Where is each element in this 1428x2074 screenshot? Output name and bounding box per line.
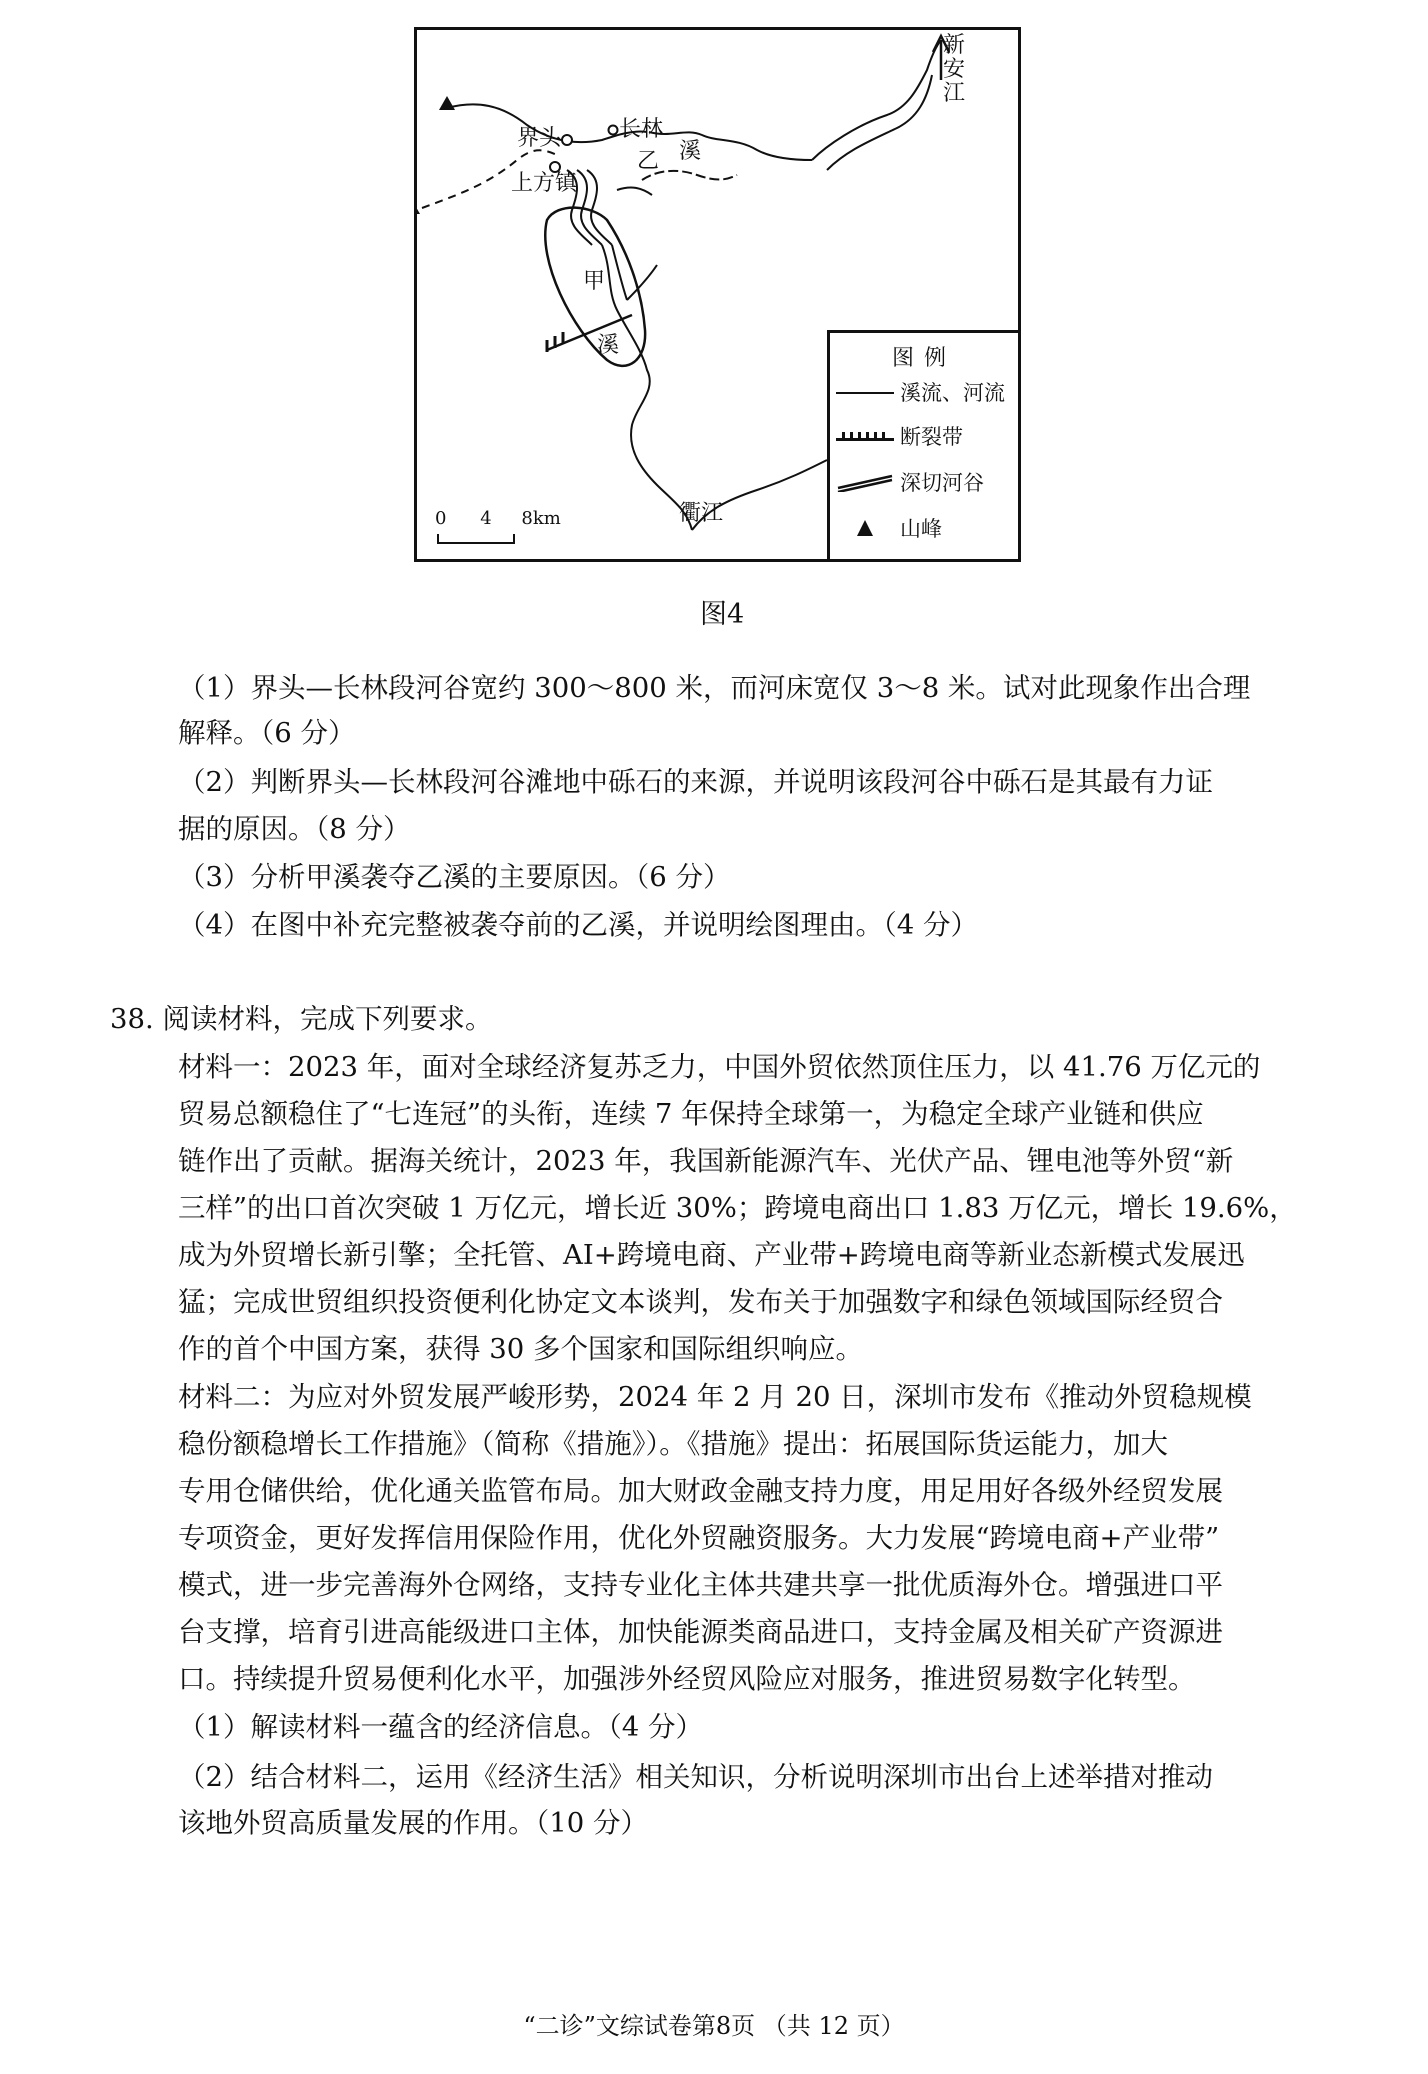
material1-line-7: 作的首个中国方案，获得 30 多个国家和国际组织响应。 [178, 1333, 863, 1365]
material2-line-6: 台支撑，培育引进高能级进口主体，加快能源类商品进口，支持金属及相关矿产资源进 [178, 1616, 1223, 1648]
jietou-town-marker [562, 135, 572, 145]
q38-2-line-1: （2）结合材料二，运用《经济生活》相关知识，分析说明深圳市出台上述举措对推动 [178, 1761, 1213, 1793]
fault-zone-icon [836, 426, 894, 446]
peak-triangle-icon [439, 96, 455, 110]
label-changlin: 长林 [619, 117, 664, 142]
material1-line-5: 成为外贸增长新引擎；全托管、AI+跨境电商、产业带+跨境电商等新业态新模式发展迅 [178, 1239, 1245, 1271]
q37-3-line-1: （3）分析甲溪袭夺乙溪的主要原因。（6 分） [178, 861, 731, 893]
q38-1-line-1: （1）解读材料一蕴含的经济信息。（4 分） [178, 1711, 703, 1743]
stream-line-icon [836, 382, 894, 402]
q37-1-line-1: （1）界头—长林段河谷宽约 300～800 米，而河床宽仅 3～8 米。试对此现象作出合理 [178, 672, 1251, 704]
fault-zone [547, 315, 632, 350]
legend-item-peak: 山峰 [836, 513, 942, 543]
label-jiang: 江 [943, 81, 966, 106]
material1-line-1: 材料一：2023 年，面对全球经济复苏乏力，中国外贸依然顶住压力，以 41.76 万亿元的 [178, 1051, 1261, 1083]
label-xi-jia: 溪 [597, 333, 620, 358]
label-xin: 新 [943, 33, 966, 58]
yi-stream-lower-2 [617, 188, 652, 195]
xinanjiang-river [812, 40, 941, 160]
figure-caption: 图4 [700, 599, 745, 630]
material2-line-4: 专项资金，更好发挥信用保险作用，优化外贸融资服务。大力发展“跨境电商+产业带” [178, 1522, 1220, 1554]
material1-line-6: 猛；完成世贸组织投资便利化协定文本谈判，发布关于加强数字和绿色领域国际经贸合 [178, 1286, 1223, 1318]
map-legend [827, 330, 1018, 559]
material1-line-3: 链作出了贡献。据海关统计，2023 年，我国新能源汽车、光伏产品、锂电池等外贸“新 [178, 1145, 1234, 1177]
scale-tick-0: 0 [435, 508, 447, 529]
label-jietou: 界头 [517, 126, 562, 151]
q37-4-line-1: （4）在图中补充完整被袭夺前的乙溪，并说明绘图理由。（4 分） [178, 909, 978, 941]
material2-line-3: 专用仓储供给，优化通关监管布局。加大财政金融支持力度，用足用好各级外经贸发展 [178, 1475, 1223, 1507]
legend-item-valley: 深切河谷 [836, 467, 984, 497]
material2-line-5: 模式，进一步完善海外仓网络，支持专业化主体共建共享一批优质海外仓。增强进口平 [178, 1569, 1223, 1601]
peak-triangle-icon [417, 200, 420, 214]
material1-line-4: 三样”的出口首次突破 1 万亿元，增长近 30%；跨境电商出口 1.83 万亿元，增长 19.6%， [178, 1192, 1297, 1224]
q38-heading: 38. 阅读材料，完成下列要求。 [110, 1003, 493, 1035]
deep-valley-icon [836, 472, 894, 492]
label-yi: 乙 [637, 149, 660, 174]
material1-line-2: 贸易总额稳住了“七连冠”的头衔，连续 7 年保持全球第一，为稳定全球产业链和供应 [178, 1098, 1204, 1130]
label-jia: 甲 [583, 269, 606, 294]
map-figure [414, 27, 1021, 562]
material2-line-7: 口。持续提升贸易便利化水平，加强涉外经贸风险应对服务，推进贸易数字化转型。 [178, 1663, 1196, 1695]
label-an: 安 [943, 57, 966, 82]
legend-item-stream: 溪流、河流 [836, 377, 1005, 407]
material2-line-2: 稳份额稳增长工作措施》（简称《措施》）。《措施》提出：拓展国际货运能力，加大 [178, 1428, 1168, 1460]
scale-tick-8: 8 [521, 508, 533, 529]
q38-2-line-2: 该地外贸高质量发展的作用。（10 分） [178, 1807, 648, 1839]
page-footer: “二诊”文综试卷第8页 （共 12 页） [523, 2012, 905, 2040]
jia-stream [602, 245, 692, 530]
yi-stream-2 [649, 132, 812, 160]
label-qujiang: 衢江 [679, 501, 724, 526]
q37-2-line-2: 据的原因。（8 分） [178, 813, 411, 845]
scale-bar [435, 508, 561, 529]
label-xi-yi: 溪 [679, 139, 702, 164]
legend-title: 图例 [892, 346, 957, 371]
q37-2-line-1: （2）判断界头—长林段河谷滩地中砾石的来源，并说明该段河谷中砾石是其最有力证 [178, 766, 1213, 798]
legend-item-fault: 断裂带 [836, 421, 963, 451]
scale-unit: km [532, 508, 561, 529]
changlin-town-marker [609, 126, 618, 135]
scale-tick-4: 4 [480, 508, 492, 529]
material2-line-1: 材料二：为应对外贸发展严峻形势，2024 年 2 月 20 日，深圳市发布《推动外贸稳规模 [178, 1381, 1252, 1413]
q37-1-line-2: 解释。（6 分） [178, 717, 356, 749]
label-shangfangzhen: 上方镇 [511, 171, 578, 196]
peak-triangle-icon [836, 518, 894, 538]
